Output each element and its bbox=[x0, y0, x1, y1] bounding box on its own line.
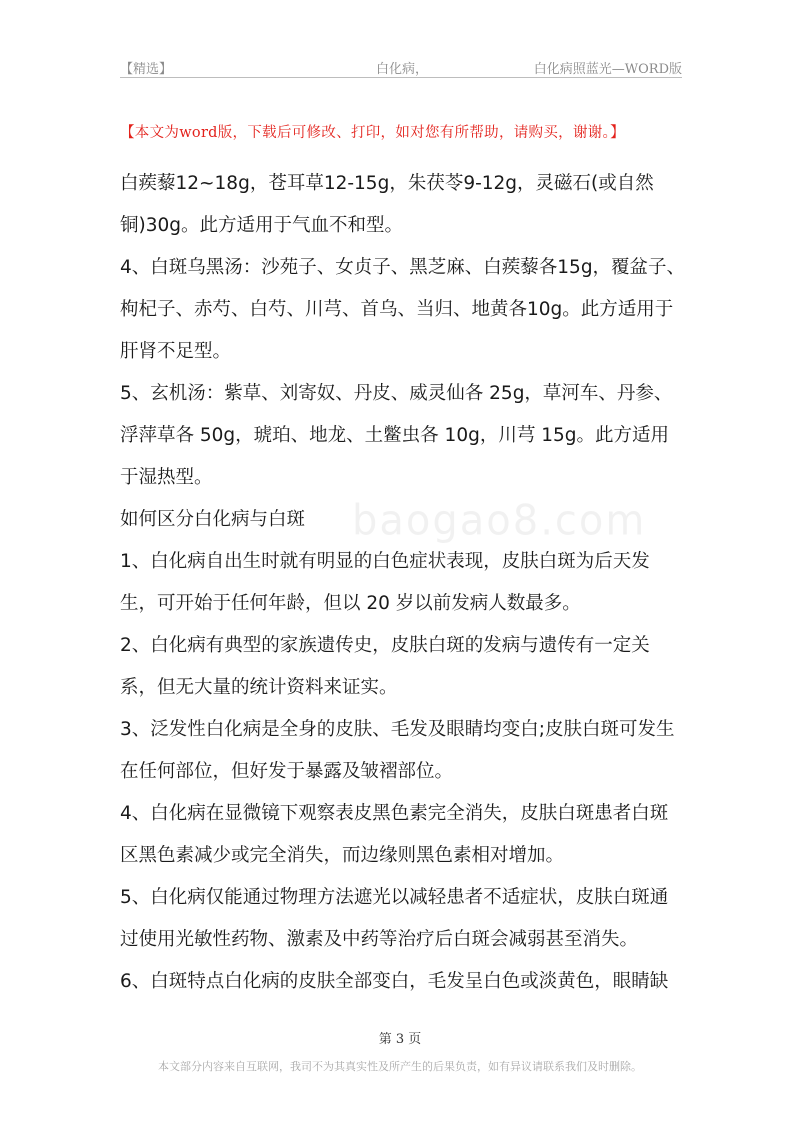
paragraph: 白蒺藜12~18g，苍耳草12-15g，朱茯苓9-12g，灵磁石(或自然铜)30g。此方适用于气血不和型。 bbox=[120, 173, 654, 236]
paragraph: 3、泛发性白化病是全身的皮肤、毛发及眼睛均变白;皮肤白斑可发生在任何部位，但好发于暴露及皱褶部位。 bbox=[120, 719, 675, 782]
paragraph: 6、白斑特点白化病的皮肤全部变白，毛发呈白色或淡黄色，眼睛缺 bbox=[120, 971, 669, 992]
header-divider bbox=[120, 77, 682, 78]
page-footer: 本文部分内容来自互联网，我司不为其真实性及所产生的后果负责，如有异议请联系我们及时删除。 bbox=[158, 1060, 642, 1073]
paragraph: 2、白化病有典型的家族遗传史，皮肤白斑的发病与遗传有一定关系，但无大量的统计资料来证实。 bbox=[120, 635, 650, 698]
paragraph: 5、白化病仅能通过物理方法遮光以减轻患者不适症状，皮肤白斑通过使用光敏性药物、激素及中药等治疗后白斑会减弱甚至消失。 bbox=[120, 887, 669, 950]
paragraph: 4、白化病在显微镜下观察表皮黑色素完全消失，皮肤白斑患者白斑区黑色素减少或完全消失，而边缘则黑色素相对增加。 bbox=[120, 803, 669, 866]
paragraph: 4、白斑乌黑汤：沙苑子、女贞子、黑芝麻、白蒺藜各15g，覆盆子、枸杞子、赤芍、白芍、川芎、首乌、当归、地黄各10g。此方适用于肝肾不足型。 bbox=[120, 257, 686, 362]
page-header bbox=[120, 56, 682, 78]
paragraph: 1、白化病自出生时就有明显的白色症状表现，皮肤白斑为后天发生，可开始于任何年龄，但以 20 岁以前发病人数最多。 bbox=[120, 551, 650, 614]
paragraph: 5、玄机汤：紫草、刘寄奴、丹皮、威灵仙各 25g，草河车、丹参、浮萍草各 50g，琥珀、地龙、土鳖虫各 10g，川芎 15g。此方适用于湿热型。 bbox=[120, 383, 673, 488]
document-body bbox=[120, 163, 686, 1003]
header-center-label: 白化病， bbox=[376, 62, 429, 77]
section-heading: 如何区分白化病与白斑 bbox=[120, 509, 306, 530]
page-number: 第 3 页 bbox=[378, 1032, 422, 1047]
watermark: baogao8.com bbox=[352, 496, 647, 546]
header-right-label: 白化病照蓝光—WORD版 bbox=[533, 62, 682, 77]
header-left-label: 【精选】 bbox=[120, 62, 173, 77]
download-notice: 【本文为word版，下载后可修改、打印，如对您有所帮助，请购买，谢谢。】 bbox=[120, 125, 625, 141]
